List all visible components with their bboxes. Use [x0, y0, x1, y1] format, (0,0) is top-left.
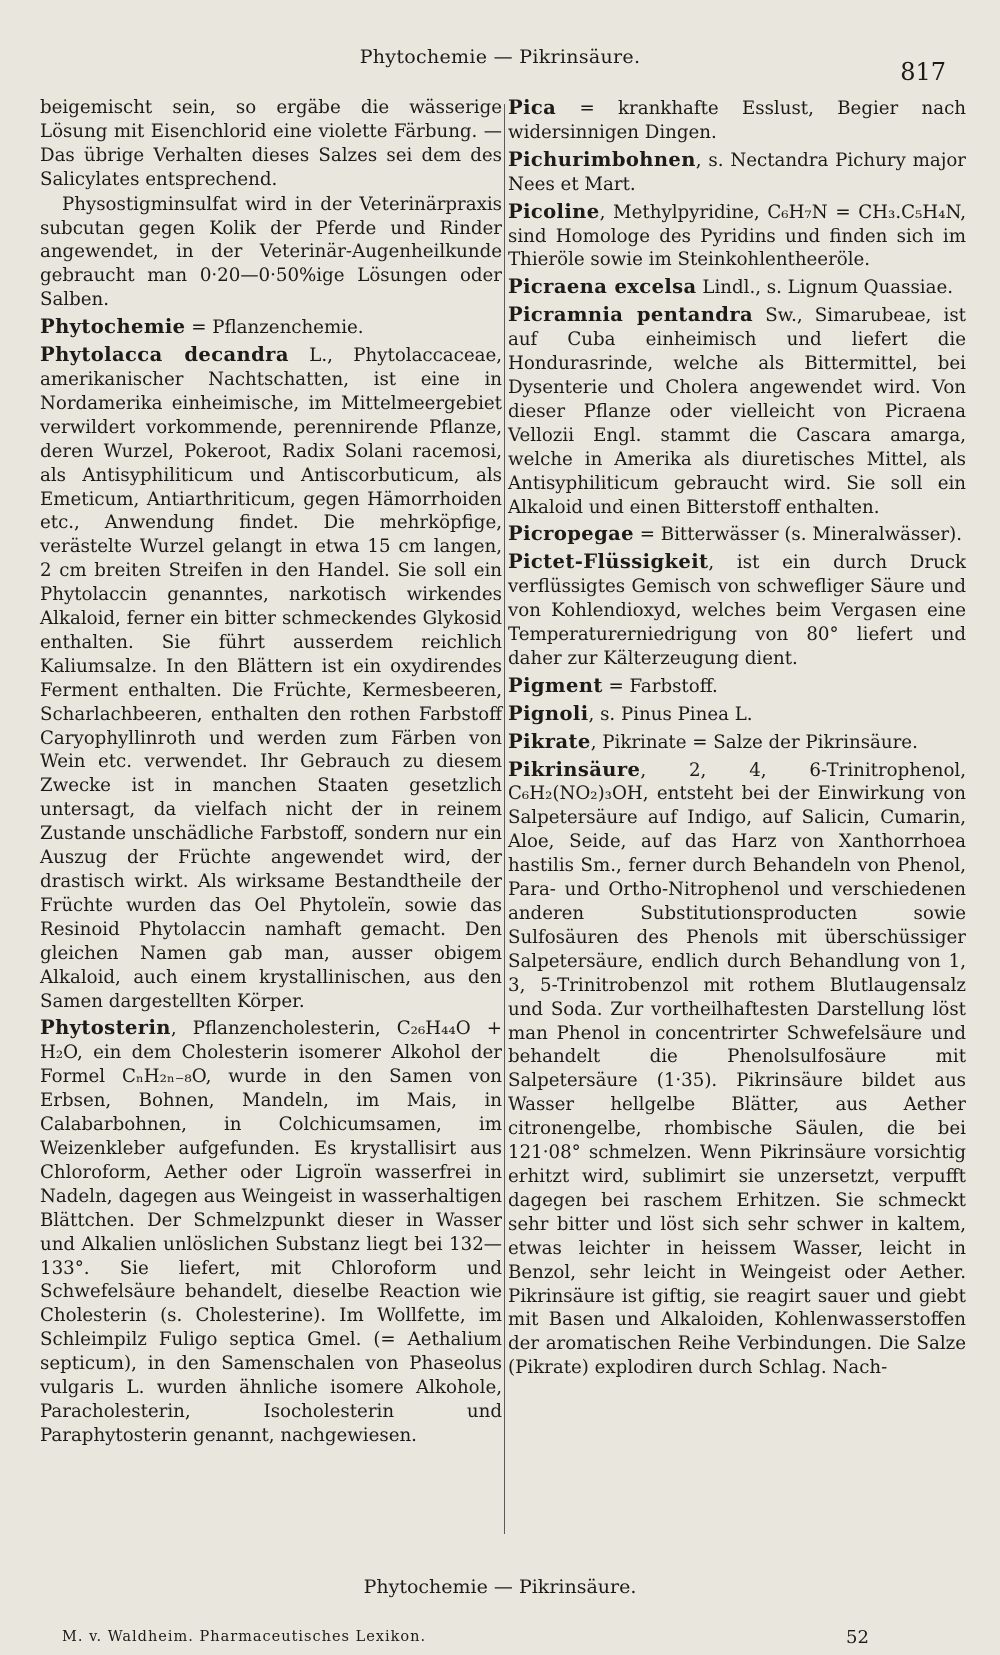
footer-title: Phytochemie — Pikrinsäure. [363, 1576, 637, 1598]
entry-headword: Picoline [508, 199, 600, 223]
entry-paragraph [508, 303, 966, 519]
entry-text: , Pflanzencholesterin, C₂₆H₄₄O + H₂O, ein dem Cholesterin isomerer Alkohol der Formel CₙH₂ₙ₋₈O, wurde in den Samen von Erbsen, Bohnen, Mandeln, im Mais, in Calabarbohnen, in Colchicumsamen, im Weizenkleber aufgefunden. Es krystallisirt aus Chloroform, Aether oder Ligroïn wasserfrei in Nadeln, dagegen aus Weingeist in wasserhaltigen Blättchen. Der Schmelzpunkt dieser in Wasser und Alkalien unlöslichen Substanz liegt bei 132—133°. Sie liefert, mit Chloroform und Schwefelsäure behandelt, dieselbe Reaction wie Cholesterin (s. Cholesterine). Im Wollfette, im Schleimpilz Fuligo septica Gmel. (= Aethalium septicum), in den Samenschalen von Phaseolus vulgaris L. wurden ähnliche isomere Alkohole, Paracholesterin, Isocholesterin und Paraphytosterin genannt, nachgewiesen. [40, 1018, 502, 1446]
entry-text: Sw., Simarubeae, ist auf Cuba einheimisch und liefert die Hondurasrinde, welche als Bittermittel, bei Dysenterie und Cholera angewendet wird. Von dieser Pflanze oder vielleicht von Picraena Vellozii Engl. stammt die Cascara amarga, welche in Amerika als diuretisches Mittel, als Antisyphiliticum gebraucht wird. Sie soll ein Alkaloid und einen Bitterstoff enthalten. [508, 305, 966, 518]
entry-paragraph [508, 758, 966, 1381]
entry-text: = Farbstoff. [602, 675, 718, 697]
right-column [508, 96, 966, 1381]
entry-paragraph [40, 96, 502, 192]
entry-headword: Pignoli [508, 701, 589, 725]
entry-paragraph [40, 315, 502, 340]
page-number: 817 [900, 58, 946, 86]
entry-text: beigemischt sein, so ergäbe die wässerige Lösung mit Eisenchlorid eine violette Färbung. — Das übrige Verhalten dieses Salzes sei dem des Salicylates entsprechend. [40, 97, 502, 190]
entry-text: = krankhafte Esslust, Begier nach widersinnigen Dingen. [508, 98, 966, 143]
entry-paragraph [508, 96, 966, 145]
entry-text: L., Phytolaccaceae, amerikanischer Nachtschatten, ist eine in Nordamerika einheimische, im Mittelmeergebiet verwildert vorkommende, perennirende Pflanze, deren Wurzel, Pokeroot, Radix Solani racemosi, als Antisyphiliticum und Antiscorbuticum, als Emeticum, Antiarthriticum, gegen Hämorrhoiden etc., Anwendung findet. Die mehrköpfige, verästelte Wurzel gelangt in etwa 15 cm langen, 2 cm breiten Streifen in den Handel. Sie soll ein Phytolaccin genanntes, narkotisch wirkendes Alkaloid, ferner ein bitter schmeckendes Glykosid enthalten. Sie führt ausserdem reichlich Kaliumsalze. In den Blättern ist ein oxydirendes Ferment enthalten. Die Früchte, Kermesbeeren, Scharlachbeeren, enthalten den rothen Farbstoff Caryophyllinroth und werden zum Färben von Wein etc. verwendet. Ihr Gebrauch zu diesem Zwecke ist in manchen Staaten gesetzlich untersagt, da vielfach nicht der in reinem Zustande unschädliche Farbstoff, sondern nur ein Auszug der Früchte angewendet wird, der drastisch wirkt. Als wirksame Bestandtheile der Früchte wurden das Oel Phytoleïn, sowie das Resinoid Phytolaccin namhaft gemacht. Den gleichen Namen gab man, ausser obigem Alkaloid, auch einem krystallinischen, aus den Samen dargestellten Körper. [40, 345, 502, 1012]
entry-paragraph [40, 1016, 502, 1447]
entry-text: Physostigminsulfat wird in der Veterinärpraxis subcutan gegen Kolik der Pferde und Rinder angewendet, in der Veterinär-Augenheilkunde gebraucht man 0·20—0·50%ige Lösungen oder Salben. [40, 193, 502, 311]
signature-mark: 52 [846, 1627, 869, 1648]
entry-text: , s. Nectandra Pichury major Nees et Mart. [508, 149, 966, 195]
entry-headword: Picramnia pentandra [508, 303, 754, 327]
entry-headword: Phytosterin [40, 1016, 171, 1040]
entry-headword: Pikrate [508, 729, 591, 753]
entry-paragraph [508, 522, 966, 547]
entry-text: Lindl., s. Lignum Quassiae. [696, 277, 954, 299]
entry-text: , ist ein durch Druck verflüssigtes Gemisch von schwefliger Säure und von Kohlendioxyd, welches beim Vergasen eine Temperaturerniedrigung von 80° liefert und daher zur Kälterzeugung dient. [508, 552, 966, 669]
entry-text: = Bitterwässer (s. Mineralwässer). [633, 524, 963, 546]
entry-text: , Methylpyridine, C₆H₇N = CH₃.C₅H₄N, sind Homologe des Pyridins und finden sich im Thieröle sowie im Steinkohlentheeröle. [508, 201, 966, 271]
entry-paragraph [508, 550, 966, 671]
entry-headword: Pikrinsäure [508, 757, 641, 781]
entry-paragraph [508, 275, 966, 300]
entry-paragraph [508, 730, 966, 755]
entry-headword: Pictet-Flüssigkeit [508, 550, 709, 574]
entry-text: = Pflanzenchemie. [185, 317, 364, 339]
left-column [40, 96, 502, 1449]
entry-text: , s. Pinus Pinea L. [588, 703, 753, 725]
entry-paragraph [40, 343, 502, 1013]
entry-headword: Pica [508, 96, 557, 119]
entry-headword: Phytolacca decandra [40, 343, 289, 367]
entry-headword: Pigment [508, 673, 603, 697]
entry-paragraph [508, 674, 966, 699]
entry-paragraph [40, 193, 502, 313]
entry-headword: Pichurimbohnen [508, 147, 696, 171]
entry-headword: Picropegae [508, 522, 634, 546]
entry-paragraph [508, 702, 966, 727]
entry-headword: Picraena excelsa [508, 275, 697, 299]
entry-text: , 2, 4, 6-Trinitrophenol, C₆H₂(NO₂)₃OH, entsteht bei der Einwirkung von Salpetersäure auf Indigo, auf Salicin, Cumarin, Aloe, Seide, auf das Harz von Xanthorrhoea hastilis Sm., ferner durch Behandeln von Phenol, Para- und Ortho-Nitrophenol und verschiedenen anderen Substitutionsproducten sowie Sulfosäuren des Phenols mit überschüssiger Salpetersäure, endlich durch Behandlung von 1, 3, 5-Trinitrobenzol mit rothem Blutlaugensalz und Soda. Zur vortheilhaftesten Darstellung löst man Phenol in concentrirter Schwefelsäure und behandelt die Phenolsulfosäure mit Salpetersäure (1·35). Pikrinsäure bildet aus Wasser hellgelbe Blätter, aus Aether citronengelbe, rhombische Säulen, die bei 121·08° schmelzen. Wenn Pikrinsäure vorsichtig erhitzt wird, sublimirt sie unzersetzt, verpufft dagegen bei raschem Erhitzen. Sie schmeckt sehr bitter und löst sich sehr schwer in kaltem, etwas leichter in heissem Wasser, leicht in Benzol, sehr leicht in Weingeist oder Aether. Pikrinsäure ist giftig, sie reagirt sauer und giebt mit Basen und Alkaloiden, Kohlenwasserstoffen der aromatischen Reihe Verbindungen. Die Salze (Pikrate) explodiren durch Schlag. Nach- [508, 759, 966, 1379]
publisher-line: M. v. Waldheim. Pharmaceutisches Lexikon. [62, 1629, 427, 1645]
entry-headword: Phytochemie [40, 315, 186, 339]
running-head: Phytochemie — Pikrinsäure. [359, 46, 641, 68]
column-divider [504, 104, 505, 1534]
entry-paragraph [508, 148, 966, 197]
entry-text: , Pikrinate = Salze der Pikrinsäure. [590, 731, 918, 753]
entry-paragraph [508, 200, 966, 273]
